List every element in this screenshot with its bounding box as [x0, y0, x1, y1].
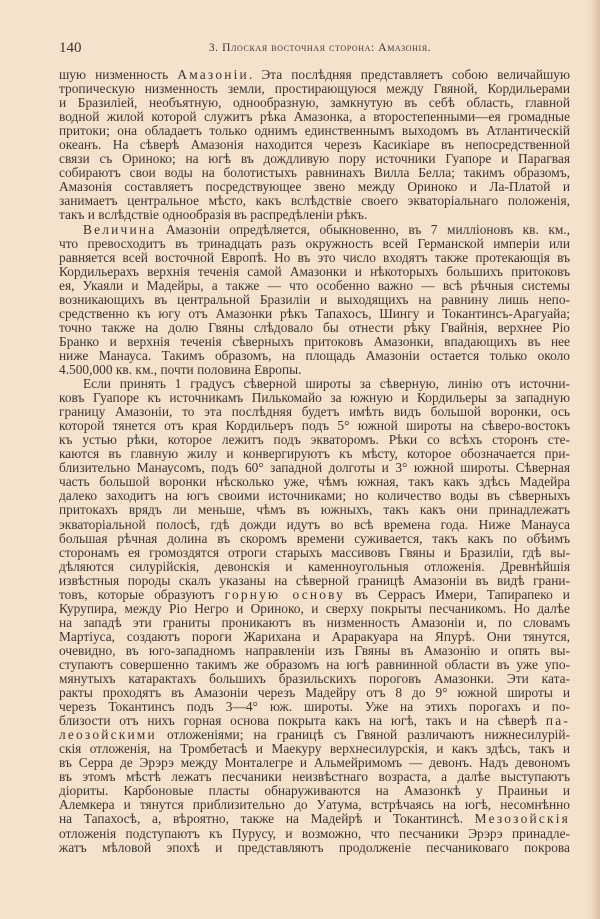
text-segment: отложеніями; на границѣ съ Гвяной различаютъ нижнесилурій- [156, 728, 570, 743]
text-segment: ея, Укаяли и Мадейры, а также — что особенно важно — всѣ рѣчныя системы [59, 278, 570, 293]
text-segment: сторонамъ ея громоздятся отроги старыхъ массивовъ Гвяны и Бразиліи, гдѣ вы- [59, 545, 570, 560]
text-segment: на западѣ эти граниты проникаютъ въ низменность Амазоніи и, по словамъ [59, 615, 570, 630]
text-segment: большая рѣчная долина въ скоромъ времени суживается, такъ какъ по обѣимъ [59, 531, 570, 546]
text-segment: отложенія подступаютъ къ Пурусу, и возможно, что песчаники Эрэрэ принадле- [59, 826, 570, 841]
text-line [59, 686, 570, 700]
text-line [59, 68, 570, 82]
text-line [59, 363, 570, 377]
spaced-emphasis-text: горную основу [224, 587, 346, 602]
text-segment: Амазоніи опредѣляется, обыкновенно, въ 7 милліоновъ кв. км., [156, 222, 570, 237]
text-line [59, 307, 570, 321]
text-segment: Алемкера и тянутся приблизительно до Уатума, встрѣчаясь на югѣ, несомнѣнно [59, 798, 570, 813]
text-segment: въ Серрасъ Имери, Тапирапеко и [345, 587, 570, 602]
text-segment: скія отложенія, на Тромбетасѣ и Маекуру верхнесилурскія, и какъ здѣсь, такъ и [59, 742, 570, 757]
text-line [59, 503, 570, 517]
text-line [59, 798, 570, 812]
text-line [59, 349, 570, 363]
text-segment: каются въ главную жилу и конвергируютъ къ мѣсту, которое обозначается при- [59, 447, 570, 462]
text-segment: возникающихъ въ центральной Бразиліи и выходящихъ на равнину лишь непо- [59, 292, 570, 307]
text-segment: ракты проходятъ въ Амазоніи черезъ Мадейру отъ 8 до 9° южной широты и [59, 686, 570, 701]
text-line [59, 180, 570, 194]
text-line [59, 489, 570, 503]
text-line [59, 251, 570, 265]
spaced-emphasis-text: Мезозойскія [474, 812, 570, 827]
text-segment: извѣстныя породы скалъ указаны на сѣверной границѣ Амазоніи въ видѣ грани- [59, 573, 570, 588]
text-line [59, 405, 570, 419]
text-segment: далеко заходитъ на югъ своими источниками; но количество воды въ сѣверныхъ [59, 489, 570, 504]
text-line [59, 152, 570, 166]
text-line [59, 124, 570, 138]
text-segment: ступаютъ совершенно такимъ же образомъ на югѣ равнинной области въ уже упо- [59, 657, 570, 672]
text-segment: границу Амазоніи, то эта послѣдняя будетъ имѣть видъ большой воронки, ось [59, 405, 570, 420]
text-segment: въ Серра де Эрэрэ между Монталегре и Альмейримомъ — девонъ. Надъ девономъ [59, 756, 570, 771]
text-line [59, 82, 570, 96]
text-line [59, 208, 570, 222]
text-segment: и Бразиліей, необъятную, однообразную, замкнутую въ себѣ область, главной [59, 96, 570, 111]
text-line [59, 166, 570, 180]
text-line [59, 827, 570, 841]
text-line [59, 293, 570, 307]
text-segment: діориты. Карбоновые пласты обнаруживаются на Амазонкѣ у Праиньи и [59, 784, 570, 799]
text-segment: 4.500,000 кв. км., почти половина Европы. [59, 362, 302, 377]
text-line [59, 728, 570, 742]
text-line [59, 700, 570, 714]
spaced-emphasis-text: Величина [83, 222, 157, 237]
text-segment: близительно Манаусомъ, подъ 60° западной долготы и 3° южной широты. Сѣверная [59, 461, 570, 476]
text-line [59, 237, 570, 251]
text-segment: экваторіальной полосѣ, гдѣ дожди идутъ во всѣ времена года. Ниже Манауса [59, 517, 570, 532]
text-line [59, 742, 570, 756]
text-line [59, 461, 570, 475]
text-segment: дѣляются силурійскія, девонскія и каменноугольныя отложенія. Древнѣйшія [59, 559, 570, 574]
text-line [59, 644, 570, 658]
text-line [59, 475, 570, 489]
page-number: 140 [59, 40, 82, 56]
text-segment: океанъ. На сѣверѣ Амазонія находится черезъ Касикіаре въ непосредственной [59, 138, 570, 153]
text-line [59, 546, 570, 560]
text-segment: притокахъ врядъ ли меньше, чѣмъ въ южныхъ, такъ какъ они принадлежатъ [59, 503, 570, 518]
text-segment: жатъ мѣловой эпохѣ и представляютъ продолженіе песчаниковаго покрова [59, 840, 570, 855]
text-line [59, 335, 570, 349]
body-text [59, 68, 570, 855]
text-segment: равняется всей восточной Европѣ. Но въ это число входятъ также протекающія въ [59, 250, 570, 265]
text-line [59, 447, 570, 461]
text-line [59, 784, 570, 798]
text-segment: что превосходитъ въ тринадцать разъ окружность всей Германской имперіи или [59, 236, 570, 251]
text-segment: которой тянется отъ края Кордильеръ подъ 5° южной широты на сѣверо-востокъ [59, 419, 570, 434]
text-line [59, 194, 570, 208]
text-line [59, 756, 570, 770]
text-line [59, 279, 570, 293]
text-segment: въ этомъ мѣстѣ лежатъ песчаники неизвѣстнаго возраста, а далѣе выступаютъ [59, 770, 570, 785]
text-segment: притоки; она обладаетъ только однимъ единственнымъ выходомъ въ Атлантическій [59, 124, 570, 139]
text-line [59, 588, 570, 602]
text-segment: Если принять 1 градусъ сѣверной широты за сѣверную, линію отъ источни- [83, 377, 570, 392]
text-line [59, 602, 570, 616]
text-line [59, 433, 570, 447]
text-segment: занимаетъ центральное мѣсто, какъ вслѣдствіе своего экваторіальнаго положенія, [59, 194, 570, 209]
text-line [59, 714, 570, 728]
spaced-emphasis-text: Амазоніи [177, 68, 249, 82]
text-line [59, 265, 570, 279]
running-title: 3. Плоская восточная сторона: Амазонія. [208, 42, 432, 54]
text-segment: Амазонія составляетъ посредствующее звено между Ориноко и Ла-Платой и [59, 180, 570, 195]
text-line [59, 532, 570, 546]
text-segment: Бранко и верхнія теченія сѣверныхъ притоковъ Амазонки, впадающихъ въ нее [59, 334, 570, 349]
text-line [59, 223, 570, 237]
text-segment: близости отъ нихъ горная основа покрыта какъ на югѣ, такъ и на сѣверѣ [59, 714, 546, 729]
text-line [59, 630, 570, 644]
text-segment: шую низменность [59, 68, 178, 82]
text-line [59, 138, 570, 152]
text-segment: Мартіуса, создаютъ пороги Жарихана и Араракуара на Япурѣ. Они тянутся, [59, 629, 570, 644]
text-segment: очевидно, въ юго-западномъ направленіи изъ Гвяны въ Амазонію и опять вы- [59, 643, 570, 658]
text-segment: Курупира, между Ріо Негро и Ориноко, и сверху покрыты песчаникомъ. Но далѣе [59, 601, 570, 616]
text-line [59, 96, 570, 110]
spaced-emphasis-text: па- [545, 714, 570, 729]
text-segment: собираютъ свои воды на болотистыхъ равнинахъ Вилла Белла; такимъ образомъ, [59, 166, 570, 181]
text-line [59, 560, 570, 574]
text-segment: Кордильерахъ верхнія теченія самой Амазонки и нѣкоторыхъ большихъ притоковъ [59, 264, 570, 279]
spaced-emphasis-text: леозойскими [59, 728, 157, 743]
text-line [59, 616, 570, 630]
text-line [59, 574, 570, 588]
text-line [59, 812, 570, 826]
text-segment: средственно къ югу отъ Амазонки рѣкъ Тапахосъ, Шингу и Токантинсъ-Арагуайа; [59, 306, 570, 321]
text-segment: точно также на долю Гвяны слѣдовало бы отнести рѣку Гвайнія, верхнее Ріо [59, 320, 570, 335]
text-line [59, 391, 570, 405]
text-segment: водной жилой которой служитъ рѣка Амазонка, а второстепенными—ея громадные [59, 110, 570, 125]
text-line [59, 321, 570, 335]
text-segment: на Тапахосѣ, а, вѣроятно, также на Мадейрѣ и Токантинсѣ. [59, 812, 475, 827]
text-segment: черезъ Токантинсъ подъ 3—4° юж. широты. Уже на этихъ порогахъ и по- [59, 700, 570, 715]
text-segment: къ устью рѣки, которое лежитъ подъ экваторомъ. Рѣки со всѣхъ сторонъ сте- [59, 433, 570, 448]
text-line [59, 658, 570, 672]
text-line [59, 518, 570, 532]
text-line [59, 419, 570, 433]
text-line [59, 770, 570, 784]
text-segment: ковъ Гуапоре къ источникамъ Пилькомайо за южную и Кордильеры за западную [59, 391, 570, 406]
page-edge-shadow [586, 0, 600, 919]
text-line [59, 672, 570, 686]
text-line [59, 110, 570, 124]
text-segment: тропическую низменность земли, простирающуюся между Гвяной, Кордильерами [59, 82, 570, 97]
text-line [59, 377, 570, 391]
text-segment: . Эта послѣдняя представляетъ собою величайшую [248, 68, 570, 82]
text-line [59, 841, 570, 855]
text-segment: товъ, которые образуютъ [59, 587, 225, 602]
text-segment: мянутыхъ катарактахъ большихъ бразильскихъ пороговъ Амазонки. Эти ката- [59, 672, 570, 687]
text-segment: часть большой воронки нѣсколько уже, чѣмъ южная, такъ какъ здѣсь Мадейра [59, 475, 570, 490]
text-segment: ниже Манауса. Такимъ образомъ, на площадь Амазоніи остается только около [59, 348, 570, 363]
text-segment: такъ и вслѣдствіе однообразія въ распредѣленіи рѣкъ. [59, 208, 368, 223]
text-segment: связи съ Ориноко; на югѣ въ дождливую пору источники Гуапоре и Парагвая [59, 152, 570, 167]
